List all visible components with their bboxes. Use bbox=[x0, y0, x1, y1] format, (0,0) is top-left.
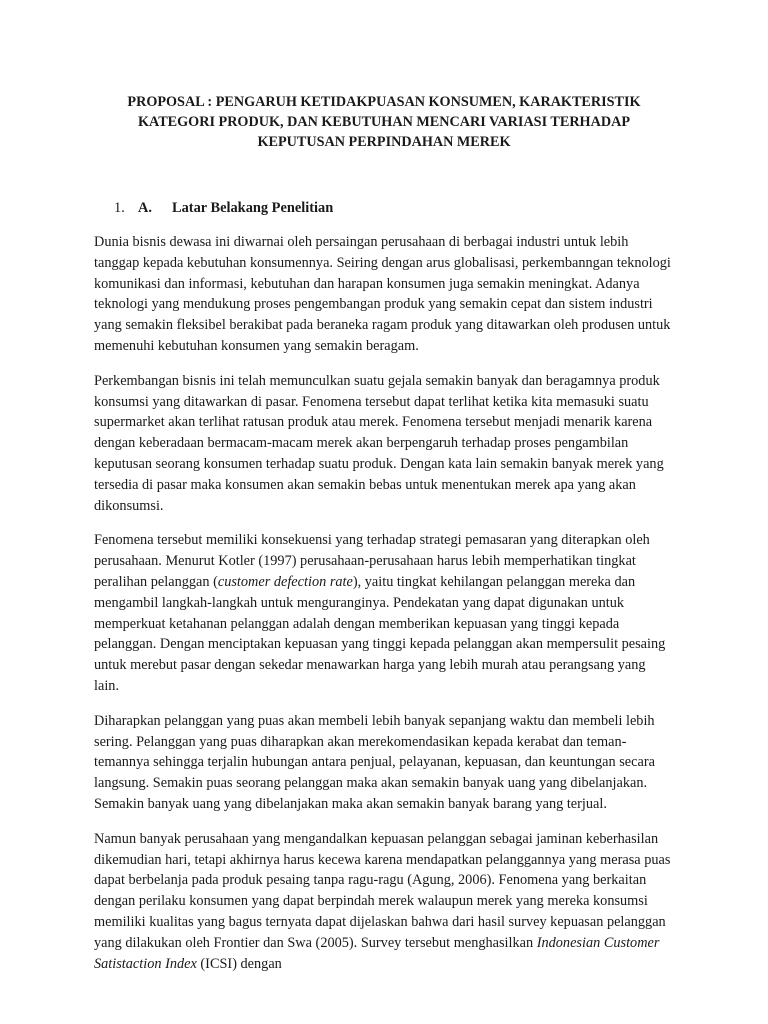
paragraph-3-part-a: Fenomena tersebut memiliki konsekuensi yang terhadap strategi pemasaran yang diterapkan oleh perusahaan. Menurut Kotler (1997) perusahaan-perusahaan harus lebih memperhatikan tingkat peralihan pelanggan ( bbox=[94, 532, 650, 590]
paragraph-2: Perkembangan bisnis ini telah memunculkan suatu gejala semakin banyak dan beragamnya produk konsumsi yang ditawarkan di pasar. Fenomena tersebut dapat terlihat ketika kita memasuki suatu supermarket akan terlihat ratusan produk atau merek. Fenomena tersebut menjadi menarik karena dengan keberadaan bermacam-macam merek akan berpengaruh terhadap proses pengambilan keputusan seorang konsumen terhadap suatu produk. Dengan kata lain semakin banyak merek yang tersedia di pasar maka konsumen akan semakin bebas untuk menentukan merek apa yang akan dikonsumsi. bbox=[94, 372, 664, 514]
paragraph-5-italic-term: Indonesian Customer Satistaction Index bbox=[94, 934, 660, 972]
paragraph-5 bbox=[94, 829, 674, 975]
paragraph-3 bbox=[94, 530, 674, 696]
paragraph-1: Dunia bisnis dewasa ini diwarnai oleh persaingan perusahaan di berbagai industri untuk lebih tanggap kepada kebutuhan konsumennya. Seiring dengan arus globalisasi, perkembanngan teknologi komunikasi dan informasi, kebutuhan dan harapan konsumen juga semakin meningkat. Adanya teknologi yang mendukung proses pengembangan produk yang semakin cepat dan sistem industri yang semakin fleksibel berakibat pada beraneka ragam produk yang ditawarkan oleh produsen untuk memenuhi kebutuhan konsumen yang semakin beragam. bbox=[94, 234, 671, 354]
paragraph-3-italic-term: customer defection rate bbox=[217, 573, 353, 590]
title-line-3: KEPUTUSAN PERPINDAHAN MEREK bbox=[257, 134, 511, 150]
title-line-2: KATEGORI PRODUK, DAN KEBUTUHAN MENCARI VARIASI TERHADAP bbox=[137, 114, 630, 130]
paragraph-5-part-a: Namun banyak perusahaan yang mengandalkan kepuasan pelanggan sebagai jaminan keberhasilan dikemudian hari, tetapi akhirnya harus kecewa karena mendapatkan pelanggannya yang merasa puas dapat berbelanja pada produk pesaing tanpa ragu-ragu (Agung, 2006). Fenomena yang berkaitan dengan perilaku konsumen yang dapat berpindah merek walaupun merek yang mereka konsumsi memiliki kualitas yang bagus ternyata dapat dijelaskan bahwa dari hasil survey kepuasan pelanggan yang dilakukan oleh Frontier dan Swa (2005). Survey tersebut menghasilkan bbox=[94, 830, 671, 951]
section-number: 1. bbox=[114, 200, 125, 216]
section-heading bbox=[94, 198, 674, 218]
paragraph-3-part-b: ), yaitu tingkat kehilangan pelanggan mereka dan mengambil langkah-langkah untuk menguranginya. Pendekatan yang dapat digunakan untuk memperkuat ketahanan pelanggan adalah dengan memberikan kepuasan yang tinggi kepada pelanggan. Dengan menciptakan kepuasan yang tinggi kepada pelanggan akan mempersulit pesaing untuk merebut pasar dengan sekedar menawarkan harga yang lebih murah atau perangsang yang lain. bbox=[94, 573, 666, 694]
document-title bbox=[94, 92, 674, 152]
section-heading-text: Latar Belakang Penelitian bbox=[172, 200, 334, 216]
title-line-1: PROPOSAL : PENGARUH KETIDAKPUASAN KONSUMEN, KARAKTERISTIK bbox=[127, 94, 641, 110]
paragraph-5-part-b: (ICSI) dengan bbox=[196, 955, 282, 972]
section-letter: A. bbox=[138, 200, 152, 216]
paragraph-4: Diharapkan pelanggan yang puas akan membeli lebih banyak sepanjang waktu dan membeli lebih sering. Pelanggan yang puas diharapkan akan merekomendasikan kepada kerabat dan teman-temannya sehingga terjalin hubungan antara penjual, pelayanan, kepuasan, dan keuntungan secara langsung. Semakin puas seorang pelanggan maka akan semakin banyak uang yang dibelanjakan. Semakin banyak uang yang dibelanjakan maka akan semakin banyak barang yang terjual. bbox=[94, 712, 655, 812]
